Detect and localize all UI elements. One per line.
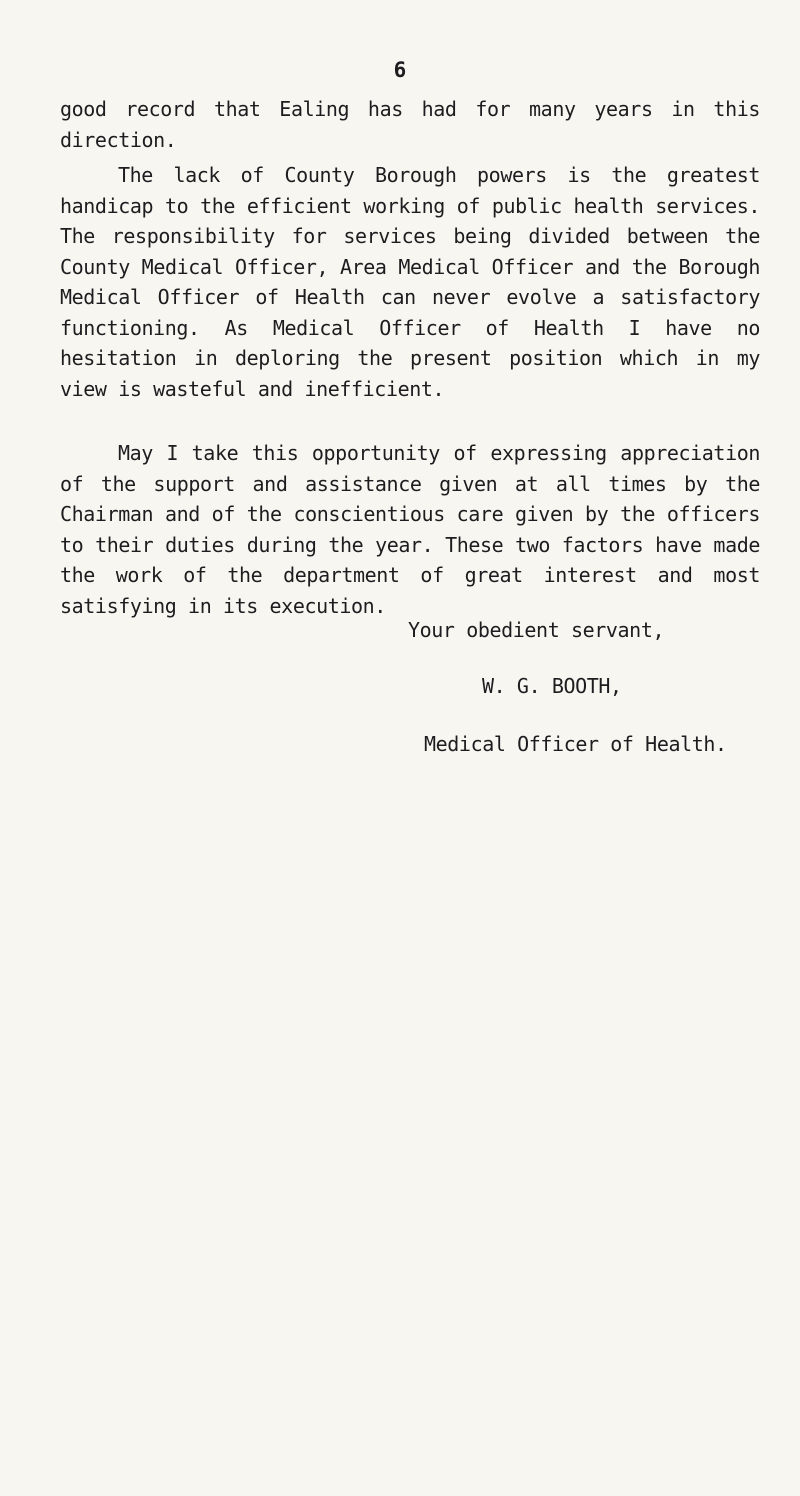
signer-name: W. G. BOOTH, [482, 674, 622, 698]
closing-salutation: Your obedient servant, [408, 618, 665, 642]
paragraph-appreciation: May I take this opportunity of expressing appreciation of the support and assistance given at all times by the Chairman and of the conscientious care given by the officers to their duties during the year. These two factors have made the work of the department of great interest and most satisfying in its execution. [60, 441, 760, 618]
signer-title: Medical Officer of Health. [424, 732, 727, 756]
paragraph-county-borough-powers: The lack of County Borough powers is the greatest handicap to the efficient working of public health services. The responsibility for services being divided between the County Medical Officer, Area Medical Officer and the Borough Medical Officer of Health can never evolve a satisfactory functioning. As Medical Officer of Health I have no hesitation in deploring the present position which in my view is wasteful and inefficient. [60, 163, 760, 401]
paragraph-continuation: good record that Ealing has had for many years in this direction. [60, 97, 760, 152]
page-number: 6 [393, 58, 407, 82]
